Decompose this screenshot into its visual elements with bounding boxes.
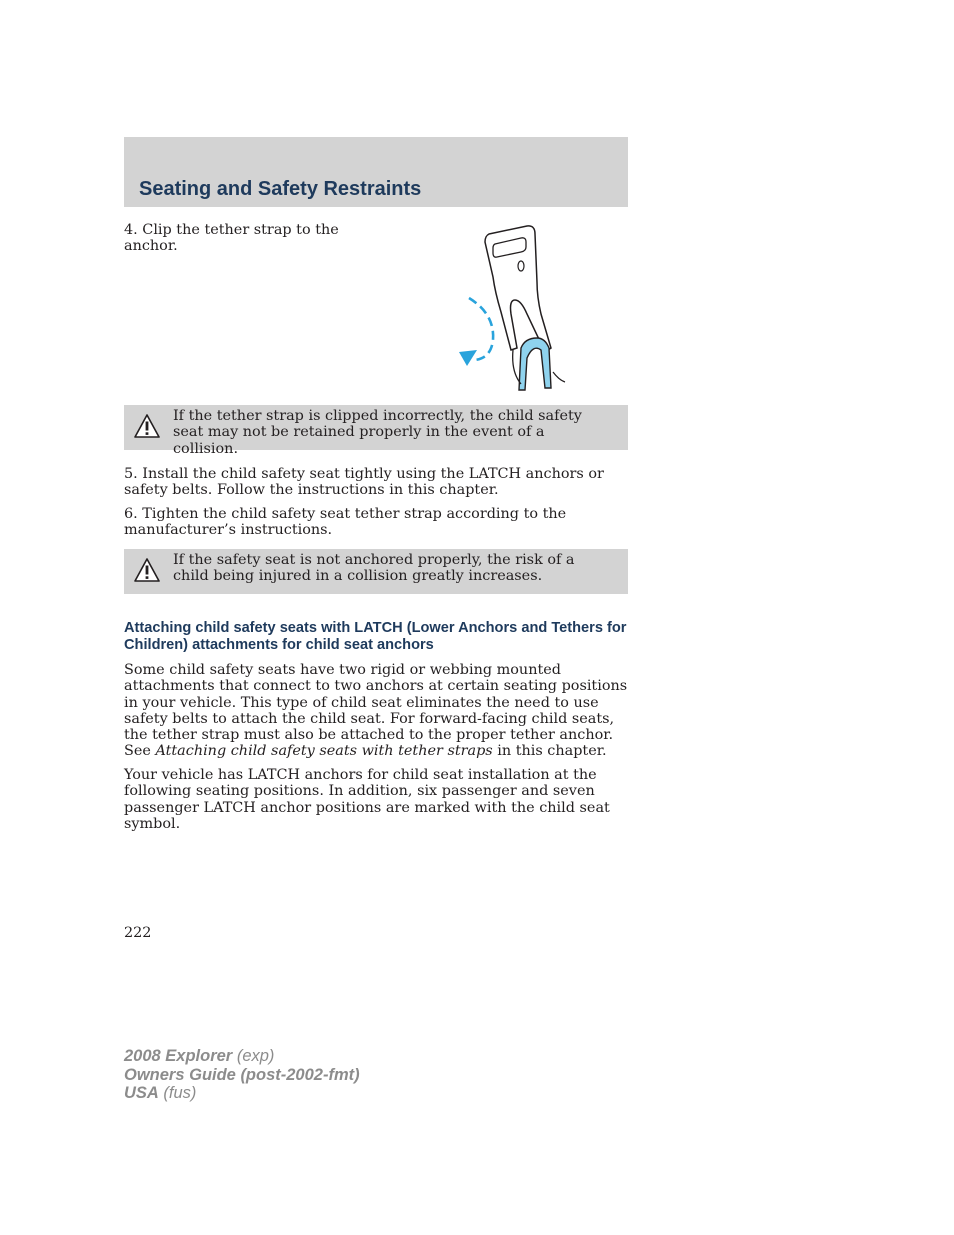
motion-arrow-head (459, 350, 477, 366)
footer-guide: Owners Guide (post-2002-fmt) (124, 1065, 360, 1084)
warning-box-1 (124, 405, 628, 457)
step-5-text: 5. Install the child safety seat tightly using the LATCH anchors or safety belts. Follow the instructions in this chapter. (124, 466, 604, 499)
footer-line-3 (124, 1084, 360, 1103)
footer-market-code: (fus) (158, 1084, 197, 1102)
latch-paragraph-1 (124, 662, 628, 760)
warning-2-text: If the safety seat is not anchored properly, the risk of a child being injured in a collision greatly increases. (173, 552, 575, 585)
tether-hook-shape (519, 338, 551, 390)
cross-reference-link: Attaching child safety seats with tether straps (155, 743, 493, 760)
header-band (124, 137, 628, 207)
warning-triangle-icon (134, 413, 160, 439)
anchor-hole-shape (518, 261, 524, 271)
footer-line-2 (124, 1066, 360, 1085)
warning-triangle-icon (134, 557, 160, 583)
tether-strap-tail (553, 372, 565, 382)
tether-clip-illustration (455, 222, 575, 392)
page-number: 222 (124, 925, 152, 941)
warning-box-2 (124, 549, 628, 594)
latch-paragraph-1-start: Some child safety seats have two rigid or webbing mounted attachments that connect to two anchors at certain seating positions in your vehicle. This type of child seat eliminates the need to use safety belts to attach the child seat. For forward-facing child seats, the tether strap must also be attached to the proper tether anchor. See (124, 662, 628, 760)
page-title: Seating and Safety Restraints (139, 178, 422, 200)
warning-1-text: If the tether strap is clipped incorrectly, the child safety seat may not be retained properly in the event of a collision. (173, 408, 582, 457)
section-heading: Attaching child safety seats with LATCH (Lower Anchors and Tethers for Children) attachments for child seat anchors (124, 620, 627, 653)
footer-model: 2008 Explorer (124, 1047, 233, 1065)
document-footer (124, 1047, 360, 1103)
step-4-text: 4. Clip the tether strap to the anchor. (124, 222, 339, 255)
footer-model-code: (exp) (232, 1047, 275, 1065)
latch-paragraph-2: Your vehicle has LATCH anchors for child seat installation at the following seating positions. In addition, six passenger and seven passenger LATCH anchor positions are marked with the child seat symbol. (124, 767, 610, 832)
footer-market: USA (124, 1084, 159, 1102)
step-6-text: 6. Tighten the child safety seat tether strap according to the manufacturer’s instructions. (124, 506, 567, 539)
latch-paragraph-1-end: in this chapter. (492, 743, 607, 760)
footer-line-1 (124, 1047, 360, 1066)
